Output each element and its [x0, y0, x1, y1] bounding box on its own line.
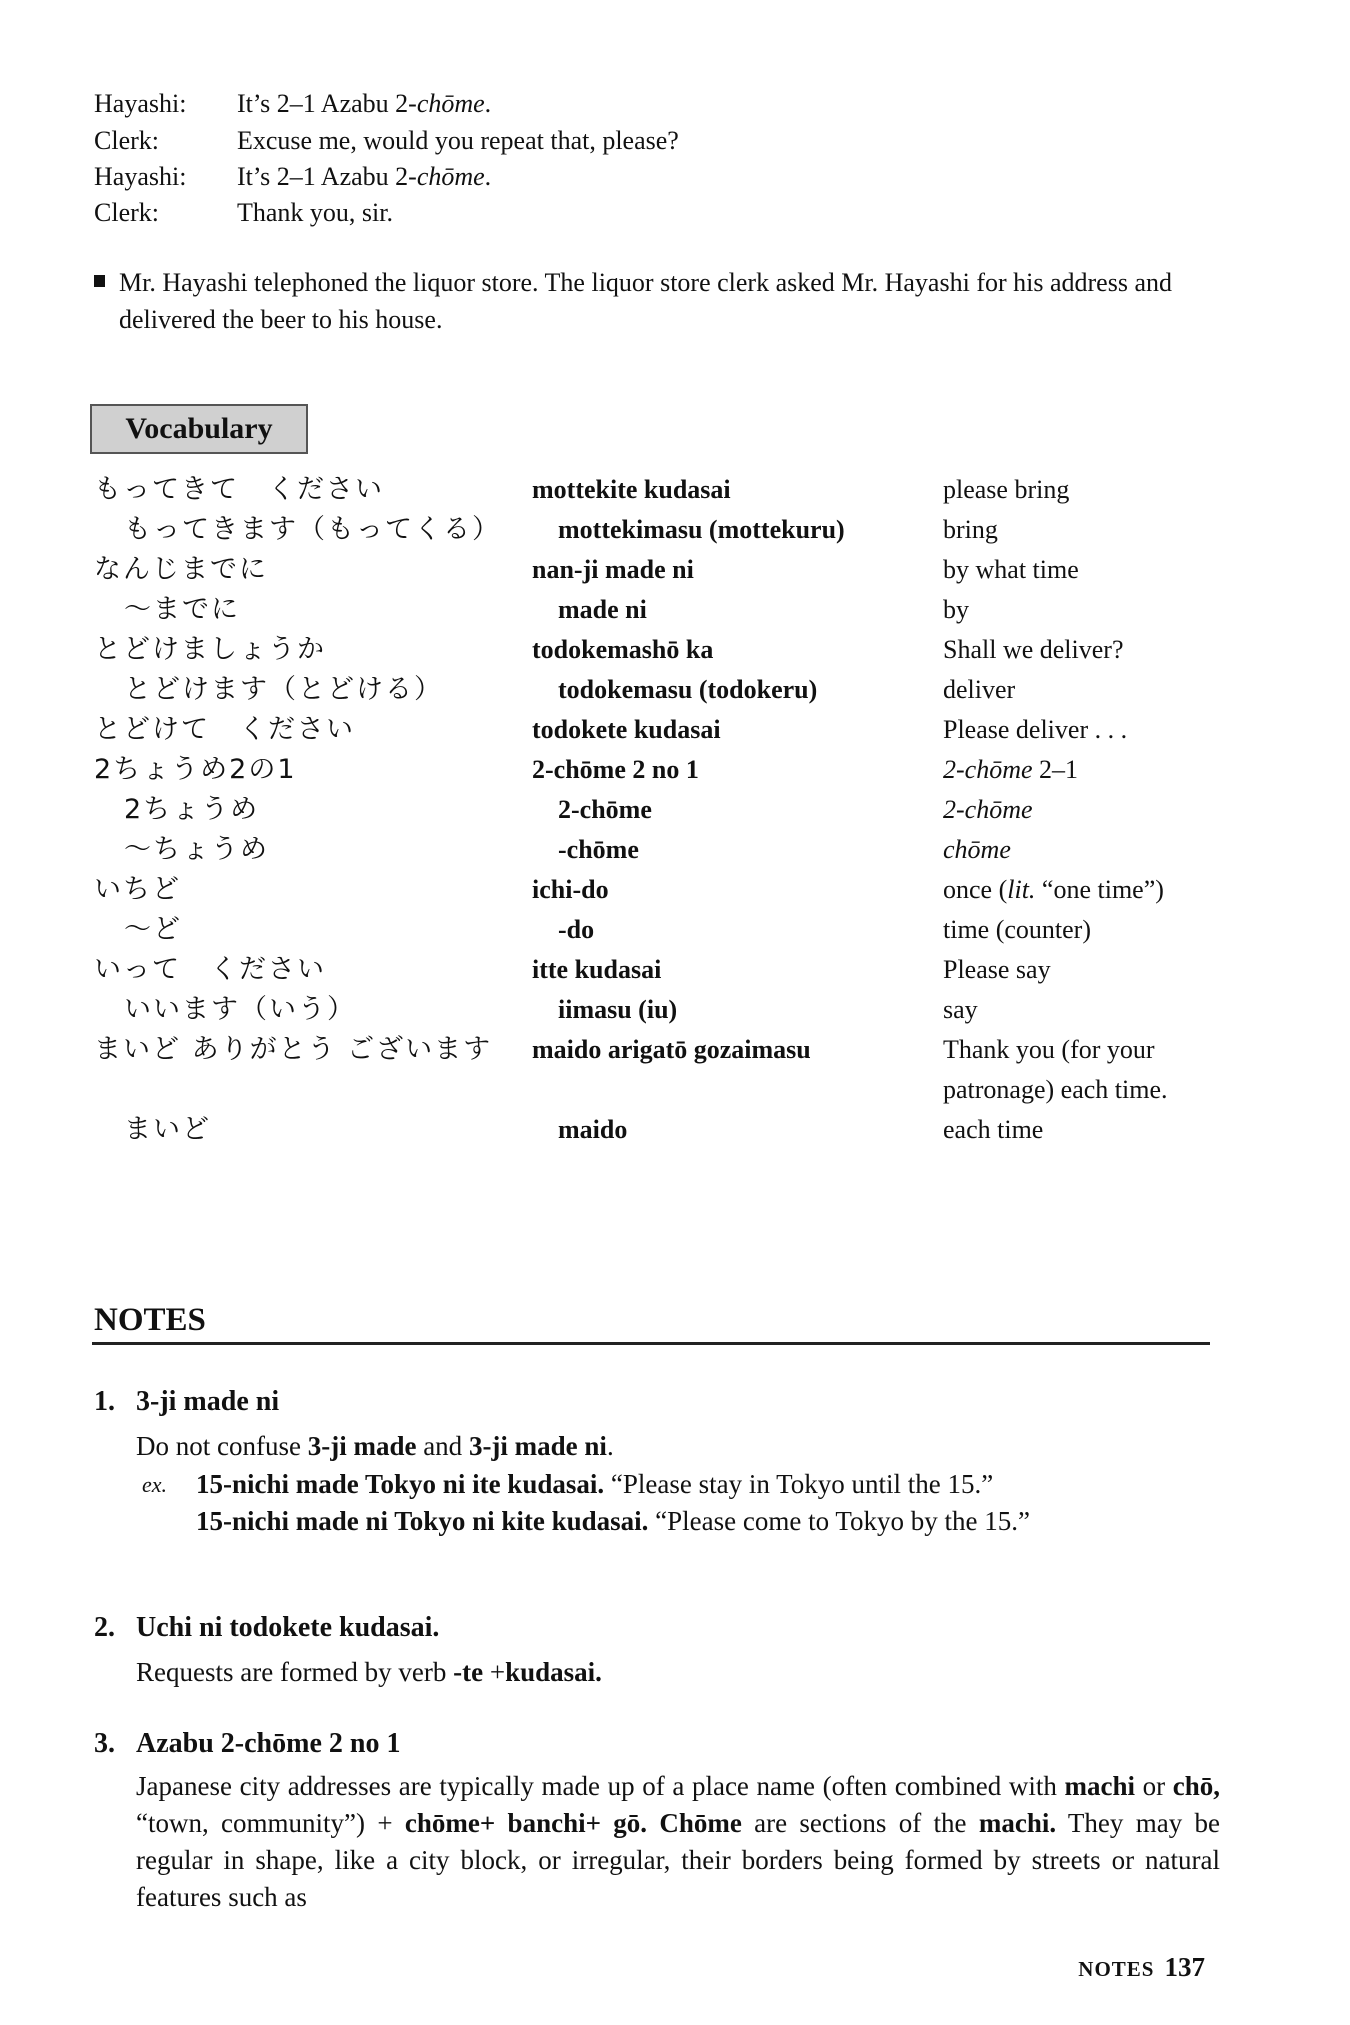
vocab-row [0, 912, 1350, 952]
bold-term: -te [453, 1657, 484, 1687]
vocab-romaji: -chōme [558, 835, 639, 864]
vocab-english: Shall we deliver? [943, 635, 1124, 664]
text: or [1134, 1771, 1173, 1801]
note-2-paragraph [136, 1654, 1216, 1691]
vocab-japanese: とどけて ください [94, 714, 355, 745]
vocab-row [0, 832, 1350, 872]
vocab-english-rest: “one time”) [1035, 875, 1164, 904]
page-footer [1078, 1952, 1205, 1983]
vocab-english [943, 872, 1164, 908]
page-number: 137 [1164, 1952, 1205, 1982]
vocab-english-start: once ( [943, 875, 1008, 904]
example-japanese: 15-nichi made ni Tokyo ni kite kudasai. [196, 1506, 649, 1536]
dialogue-line [94, 123, 679, 159]
example-translation: “Please come to Tokyo by the 15.” [648, 1506, 1030, 1536]
bold-term: machi [1064, 1771, 1135, 1801]
vocab-romaji: 2-chōme 2 no 1 [532, 755, 699, 784]
notes-divider [92, 1342, 1210, 1345]
dialogue-line [94, 159, 491, 195]
vocab-row [0, 1032, 1350, 1072]
vocab-english: please bring [943, 475, 1070, 504]
vocab-japanese: もってきます（もってくる） [124, 514, 501, 545]
vocab-romaji: nan-ji made ni [532, 555, 694, 584]
vocab-english: chōme [943, 835, 1011, 864]
dialogue-line [94, 86, 491, 122]
vocab-english: say [943, 995, 978, 1024]
vocab-english-italic: 2-chōme [943, 755, 1033, 784]
vocab-romaji: todokete kudasai [532, 715, 721, 744]
text: Japanese city addresses are typically made up of a place name (often combined with [136, 1771, 1065, 1801]
vocab-english-rest: 2–1 [1032, 755, 1079, 784]
vocab-english: deliver [943, 675, 1016, 704]
line-text: Excuse me, would you repeat that, please? [237, 126, 679, 155]
bold-term: machi. [978, 1808, 1057, 1838]
vocab-row [0, 592, 1350, 632]
vocab-row [0, 632, 1350, 672]
vocab-japanese: まいど ありがとう ございます [94, 1034, 493, 1065]
bold-term: chō, [1172, 1771, 1220, 1801]
text: “town, community”) + [136, 1808, 405, 1838]
vocab-row [0, 1112, 1350, 1152]
vocab-english: by [943, 595, 969, 624]
vocab-japanese: もってきて ください [94, 474, 384, 505]
note-title: 3-ji made ni [136, 1386, 280, 1417]
note-number: 2. [94, 1612, 115, 1643]
vocab-romaji: -do [558, 915, 595, 944]
vocab-romaji: maido arigatō gozaimasu [532, 1035, 811, 1064]
vocab-english: patronage) each time. [943, 1075, 1168, 1104]
vocab-row [0, 752, 1350, 792]
vocab-english: bring [943, 515, 998, 544]
vocab-romaji: todokemasu (todokeru) [558, 675, 818, 704]
vocab-row [0, 872, 1350, 912]
vocab-japanese: とどけます（とどける） [124, 674, 443, 705]
line-text: Thank you, sir. [237, 198, 393, 227]
vocab-romaji: mottekimasu (mottekuru) [558, 515, 845, 544]
note-title: Uchi ni todokete kudasai. [136, 1612, 440, 1643]
vocab-romaji: 2-chōme [558, 795, 652, 824]
vocab-row [0, 992, 1350, 1032]
square-bullet-icon [94, 275, 105, 287]
vocab-row [0, 952, 1350, 992]
vocab-romaji: todokemashō ka [532, 635, 714, 664]
bold-term: chōme+ banchi+ gō. Chōme [404, 1808, 742, 1838]
note-number: 1. [94, 1386, 115, 1417]
vocab-japanese: とどけましょうか [94, 634, 326, 665]
vocab-romaji: mottekite kudasai [532, 475, 731, 504]
vocab-japanese: まいど [124, 1114, 211, 1145]
bold-term: 3-ji made ni [468, 1431, 607, 1461]
example-translation: “Please stay in Tokyo until the 15.” [604, 1469, 994, 1499]
vocab-english [943, 752, 1078, 788]
text: . [606, 1431, 614, 1461]
text: + [483, 1657, 506, 1687]
line-text: It’s 2–1 Azabu 2- [237, 162, 417, 191]
vocab-row-continuation [0, 1072, 1350, 1112]
vocab-japanese: 〜ちょうめ [124, 834, 269, 865]
vocab-japanese: 2ちょうめ2の1 [94, 754, 297, 785]
vocab-english-italic: lit. [1007, 875, 1036, 904]
bold-term: kudasai. [505, 1657, 602, 1687]
speaker: Clerk: [94, 198, 159, 227]
notes-title: NOTES [94, 1302, 206, 1338]
vocab-romaji: ichi-do [532, 875, 609, 904]
text: They may be regular in shape, like a city block, or irregular, their borders being formed by streets or natural features such as [136, 1808, 1220, 1912]
footer-section-label: NOTES [1078, 1957, 1155, 1981]
example-japanese: 15-nichi made Tokyo ni ite kudasai. [196, 1469, 605, 1499]
note-title: Azabu 2-chōme 2 no 1 [136, 1728, 401, 1759]
bold-term: 3-ji made [307, 1431, 417, 1461]
vocab-romaji: itte kudasai [532, 955, 662, 984]
vocab-row [0, 672, 1350, 712]
vocab-japanese: 〜ど [124, 914, 182, 945]
text: and [416, 1431, 469, 1461]
dialogue-line [94, 195, 393, 231]
speaker: Hayashi: [94, 89, 187, 118]
vocab-romaji: maido [558, 1115, 628, 1144]
vocab-japanese: 2ちょうめ [124, 794, 260, 825]
vocab-english: Thank you (for your [943, 1035, 1155, 1064]
note-1-paragraph [136, 1428, 1216, 1465]
summary-text: Mr. Hayashi telephoned the liquor store. The liquor store clerk asked Mr. Hayashi for his address and delivered the beer to his house. [119, 268, 1172, 334]
vocab-english: 2-chōme [943, 795, 1033, 824]
vocab-row [0, 792, 1350, 832]
vocab-english: Please deliver . . . [943, 715, 1128, 744]
text: Requests are formed by verb [136, 1657, 454, 1687]
vocab-japanese: いいます（いう） [124, 994, 356, 1025]
text: Do not confuse [136, 1431, 308, 1461]
vocab-english: by what time [943, 555, 1079, 584]
vocab-row [0, 552, 1350, 592]
note-3-paragraph [136, 1768, 1220, 1916]
example-label: ex. [142, 1472, 168, 1497]
vocab-row [0, 512, 1350, 552]
vocab-row [0, 712, 1350, 752]
line-italic: chōme [416, 162, 485, 191]
vocab-english: Please say [943, 955, 1051, 984]
line-italic: chōme [416, 89, 485, 118]
line-end: . [484, 89, 492, 118]
vocab-japanese: いって ください [94, 954, 326, 985]
line-text: It’s 2–1 Azabu 2- [237, 89, 417, 118]
text: are sections of the [741, 1808, 979, 1838]
note-number: 3. [94, 1728, 115, 1759]
vocab-romaji: made ni [558, 595, 647, 624]
vocab-japanese: なんじまでに [94, 554, 268, 585]
vocab-english: time (counter) [943, 915, 1091, 944]
example-2 [196, 1503, 1216, 1540]
speaker: Clerk: [94, 126, 159, 155]
vocab-japanese: いちど [94, 874, 181, 905]
vocab-romaji: iimasu (iu) [558, 995, 678, 1024]
vocabulary-heading: Vocabulary [90, 404, 308, 454]
vocab-japanese: 〜までに [124, 594, 240, 625]
example-1 [196, 1466, 1216, 1503]
vocab-english: each time [943, 1115, 1044, 1144]
speaker: Hayashi: [94, 162, 187, 191]
line-end: . [484, 162, 492, 191]
vocab-row [0, 472, 1350, 512]
